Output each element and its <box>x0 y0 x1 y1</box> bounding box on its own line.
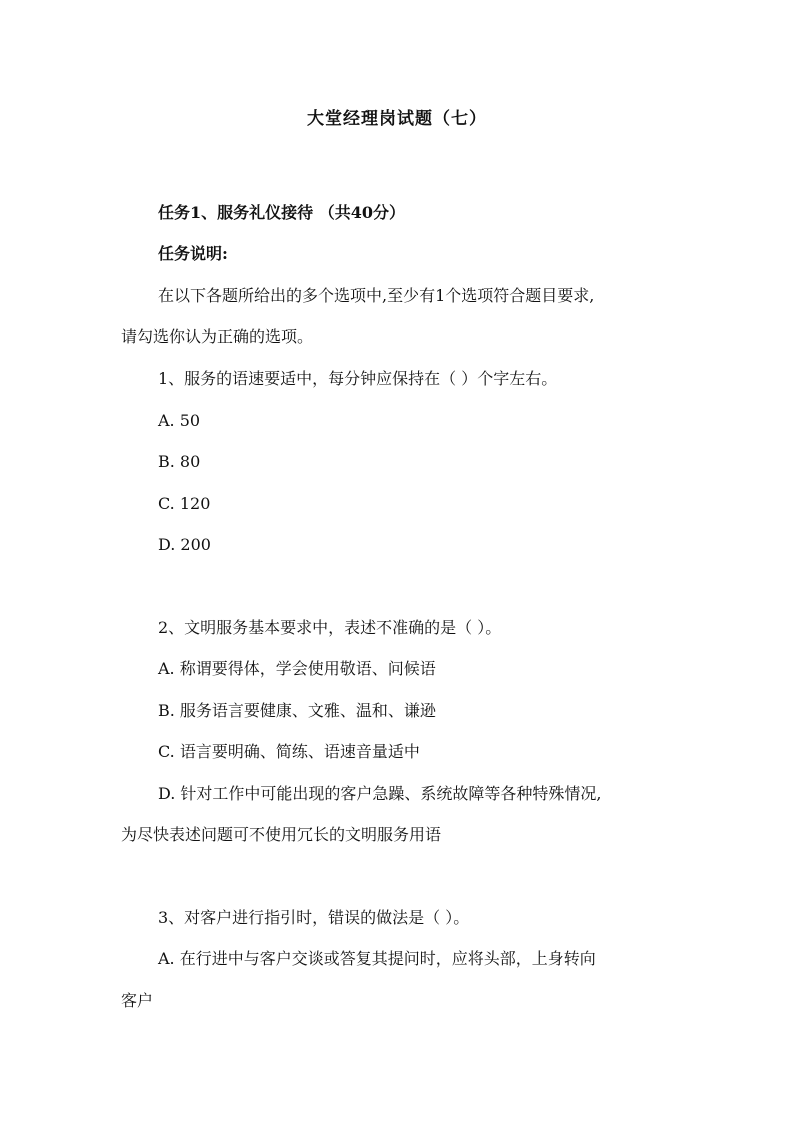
instructions-line-2: 请勾选你认为正确的选项。 <box>121 327 314 346</box>
task-description-label: 任务说明: <box>158 244 228 263</box>
question-2-option-a: A. 称谓要得体，学会使用敬语、问候语 <box>158 659 436 678</box>
document-title: 大堂经理岗试题（七） <box>307 109 487 129</box>
question-2-option-c: C. 语言要明确、简练、语速音量适中 <box>158 742 420 761</box>
question-3-stem: 3、对客户进行指引时，错误的做法是（ ）。 <box>158 908 470 927</box>
question-1-option-a: A. 50 <box>158 411 201 430</box>
question-1-option-d: D. 200 <box>158 535 211 554</box>
question-3-option-a-line-1: A. 在行进中与客户交谈或答复其提问时，应将头部，上身转向 <box>158 949 596 968</box>
question-1-option-b: B. 80 <box>158 452 201 471</box>
question-2-option-d-line-1: D. 针对工作中可能出现的客户急躁、系统故障等各种特殊情况, <box>158 784 602 803</box>
task-heading: 任务1、服务礼仪接待 （共40分） <box>158 203 405 222</box>
question-1-stem: 1、服务的语速要适中，每分钟应保持在（ ）个字左右。 <box>158 369 558 388</box>
question-2-option-d-line-2: 为尽快表述问题可不使用冗长的文明服务用语 <box>121 825 442 844</box>
question-3-option-a-line-2: 客户 <box>121 991 154 1010</box>
question-2-option-b: B. 服务语言要健康、文雅、温和、谦逊 <box>158 701 436 720</box>
question-2-stem: 2、文明服务基本要求中，表述不准确的是（ ）。 <box>158 618 502 637</box>
question-1-option-c: C. 120 <box>158 494 211 513</box>
instructions-line-1: 在以下各题所给出的多个选项中,至少有1个选项符合题目要求, <box>158 286 595 305</box>
